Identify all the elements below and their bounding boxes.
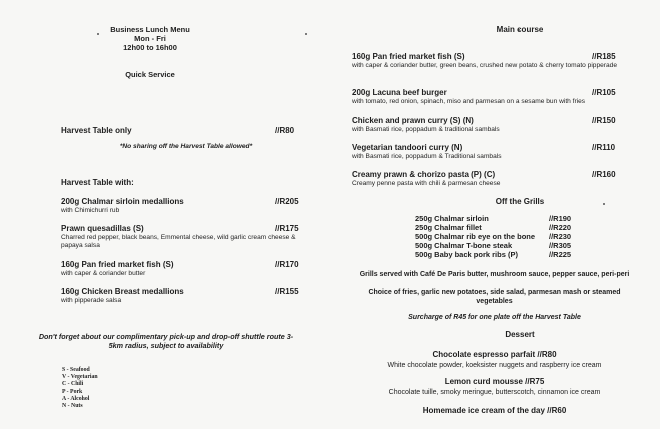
legend-entry: P - Pork <box>62 388 83 395</box>
harvest-with-heading: Harvest Table with: <box>61 178 134 187</box>
main-item-name: 200g Lacuna beef burger <box>352 88 447 97</box>
grill-name: 500g Baby back pork ribs (P) <box>415 250 518 259</box>
main-item-desc: with Basmati rice, poppadum & traditional sambals <box>352 126 500 133</box>
legend-entry: N - Nuts <box>62 403 83 410</box>
surcharge-note: Surcharge of R45 for one plate off the Harvest Table <box>408 314 581 321</box>
grill-row <box>415 251 585 260</box>
grill-name: 500g Chalmar T-bone steak <box>415 241 513 250</box>
menu-days: Mon - Fri <box>134 34 166 43</box>
main-item-price: //R160 <box>592 170 616 179</box>
main-item-name: Vegetarian tandoori curry (N) <box>352 143 463 152</box>
main-item-price: //R110 <box>592 143 616 152</box>
grill-price: //R225 <box>549 250 572 259</box>
right-menu-page <box>330 0 660 429</box>
grills-sauce-note: Grills served with Café De Paris butter, mushroom sauce, pepper sauce, peri-peri <box>359 271 630 278</box>
menu-item-price: //R205 <box>275 197 299 206</box>
grill-name: 250g Chalmar sirloin <box>415 214 489 223</box>
legend-entry: S - Seafood <box>62 367 90 373</box>
main-item-price: //R185 <box>592 52 616 61</box>
legend-entry: C - Chili <box>62 381 84 388</box>
dessert-desc: Chocolate tuille, smoky meringue, butterscotch, cinnamon ice cream <box>388 389 601 396</box>
dessert-desc: White chocolate powder, koeksister nuggets and raspberry ice cream <box>387 362 602 369</box>
main-item-name: Chicken and prawn curry (S) (N) <box>352 116 474 125</box>
grill-name: 250g Chalmar fillet <box>415 223 482 232</box>
menu-item-desc: with Chimichurri rub <box>61 207 120 214</box>
no-sharing-note: *No sharing off the Harvest Table allowed* <box>119 143 253 150</box>
menu-item-desc: with caper & coriander butter <box>61 270 146 277</box>
legend-entry: V - Vegetarian <box>62 374 98 381</box>
scan-speck <box>603 203 605 205</box>
menu-item-price: //R170 <box>275 260 299 269</box>
shuttle-note: Don't forget about our complimentary pick-up and drop-off shuttle route 3-5km radius, subject to availability <box>38 332 294 350</box>
menu-item-price: //R155 <box>275 287 299 296</box>
main-item-desc: with Basmati rice, poppadum & Traditional sambals <box>352 153 502 160</box>
legend-entry: A - Alcohol <box>62 395 90 402</box>
main-item-name: Creamy prawn & chorizo pasta (P) (C) <box>352 170 496 179</box>
menu-item-desc: with pipperade salsa <box>61 297 122 304</box>
grill-price: //R190 <box>549 214 572 223</box>
quick-service-heading: Quick Service <box>125 70 175 79</box>
menu-item-desc: Charred red pepper, black beans, Emmental cheese, wild garlic cream cheese & papaya salsa <box>61 234 296 249</box>
main-item-price: //R150 <box>592 116 616 125</box>
dessert-heading: Dessert <box>505 330 535 339</box>
dessert-name: Lemon curd mousse //R75 <box>444 377 545 386</box>
main-item-desc: with caper & coriander butter, green beans, crushed new potato & cherry tomato pipperade <box>352 62 618 69</box>
grill-price: //R305 <box>549 241 572 250</box>
menu-item-name: 160g Pan fried market fish (S) <box>61 260 174 269</box>
dessert-name: Chocolate espresso parfait //R80 <box>432 350 557 359</box>
grill-name: 500g Chalmar rib eye on the bone <box>415 232 536 241</box>
menu-item-name: Prawn quesadillas (S) <box>61 224 144 233</box>
main-item-price: //R105 <box>592 88 616 97</box>
menu-hours: 12h00 to 16h00 <box>123 43 177 52</box>
grills-sides-note: Choice of fries, garlic new potatoes, side salad, parmesan mash or steamed vegetables <box>368 289 621 305</box>
main-item-name: 160g Pan fried market fish (S) <box>352 52 465 61</box>
menu-item-name: 160g Chicken Breast medallions <box>61 287 184 296</box>
menu-item-price: //R175 <box>275 224 299 233</box>
main-item-desc: with tomato, red onion, spinach, miso and parmesan on a sesame bun with fries <box>352 98 586 105</box>
dessert-name: Homemade ice cream of the day //R60 <box>422 406 567 415</box>
harvest-only-price: //R80 <box>275 126 295 135</box>
main-course-heading: Main course <box>496 25 544 34</box>
grills-heading: Off the Grills <box>495 197 545 206</box>
scan-speck <box>305 33 307 35</box>
main-item-desc: Creamy penne pasta with chili & parmesan cheese <box>352 180 501 187</box>
menu-title: Business Lunch Menu <box>110 25 190 34</box>
dietary-legend <box>62 367 98 410</box>
harvest-only-label: Harvest Table only <box>61 126 132 135</box>
grill-price: //R220 <box>549 223 572 232</box>
grill-price: //R230 <box>549 232 572 241</box>
menu-item-name: 200g Chalmar sirloin medallions <box>61 197 184 206</box>
